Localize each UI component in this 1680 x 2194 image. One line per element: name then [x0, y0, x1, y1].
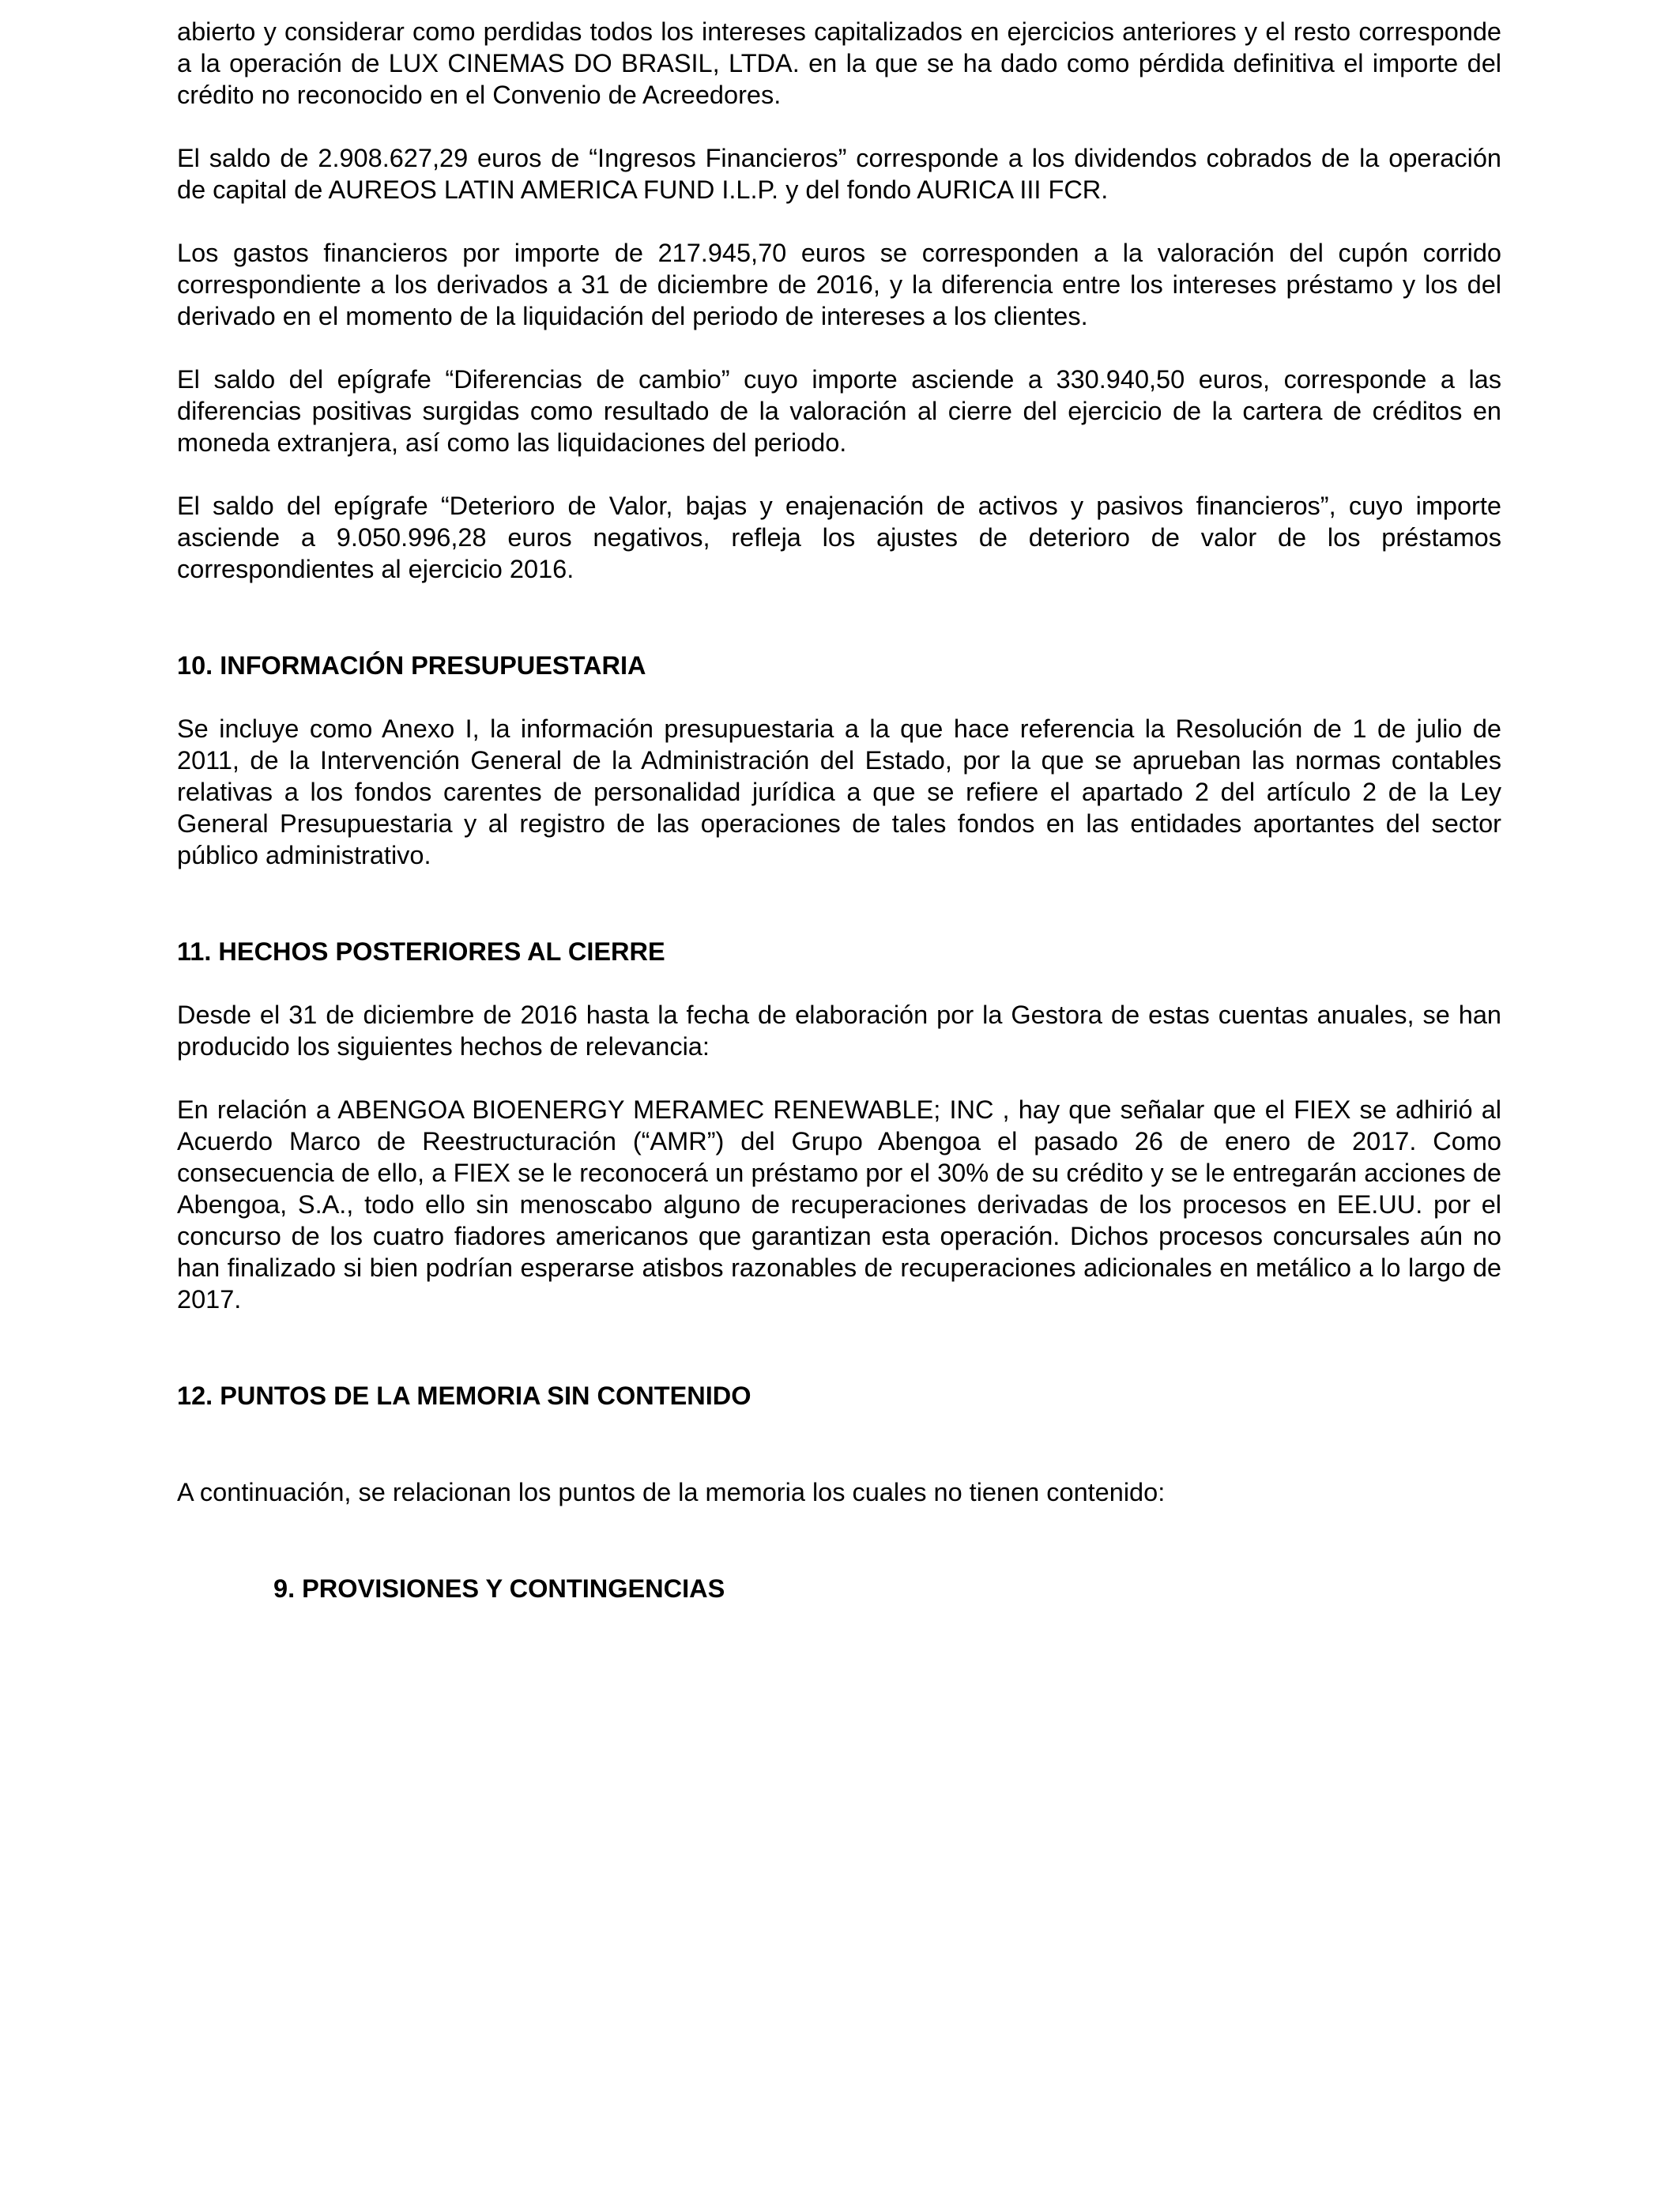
paragraph-ingresos-financieros: El saldo de 2.908.627,29 euros de “Ingresos Financieros” corresponde a los dividendos cobrados de la operación de capital de AUREOS LATIN AMERICA FUND I.L.P. y del fondo AURICA III FCR.	[177, 144, 1501, 204]
heading-section-10: 10. INFORMACIÓN PRESUPUESTARIA	[177, 651, 646, 680]
paragraph-informacion-presupuestaria: Se incluye como Anexo I, la información presupuestaria a la que hace referencia la Resolución de 1 de julio de 2011, de la Intervención General de la Administración del Estado, por la que se aprueban las normas contables relativas a los fondos carentes de personalidad jurídica a que se refiere el apartado 2 del artículo 2 de la Ley General Presupuestaria y al registro de las operaciones de tales fondos en las entidades aportantes del sector público administrativo.	[177, 714, 1501, 869]
paragraph-deterioro-valor: El saldo del epígrafe “Deterioro de Valor, bajas y enajenación de activos y pasivos financieros”, cuyo importe asciende a 9.050.996,28 euros negativos, refleja los ajustes de deterioro de valor de los préstamos correspondientes al ejercicio 2016.	[177, 492, 1501, 583]
paragraph-lux-cinemas: abierto y considerar como perdidas todos los intereses capitalizados en ejercicios anteriores y el resto corresponde a la operación de LUX CINEMAS DO BRASIL, LTDA. en la que se ha dado como pérdida definitiva el importe del crédito no reconocido en el Convenio de Acreedores.	[177, 17, 1501, 109]
page-content	[177, 16, 1501, 1604]
heading-section-12: 12. PUNTOS DE LA MEMORIA SIN CONTENIDO	[177, 1382, 751, 1410]
paragraph-diferencias-cambio: El saldo del epígrafe “Diferencias de cambio” cuyo importe asciende a 330.940,50 euros, corresponde a las diferencias positivas surgidas como resultado de la valoración al cierre del ejercicio de la cartera de créditos en moneda extranjera, así como las liquidaciones del periodo.	[177, 365, 1501, 457]
heading-provisiones-contingencias: 9. PROVISIONES Y CONTINGENCIAS	[273, 1574, 725, 1603]
heading-section-11: 11. HECHOS POSTERIORES AL CIERRE	[177, 937, 665, 966]
paragraph-abengoa: En relación a ABENGOA BIOENERGY MERAMEC RENEWABLE; INC , hay que señalar que el FIEX se adhirió al Acuerdo Marco de Reestructuración (“AMR”) del Grupo Abengoa el pasado 26 de enero de 2017. Como consecuencia de ello, a FIEX se le reconocerá un préstamo por el 30% de su crédito y se le entregarán acciones de Abengoa, S.A., todo ello sin menoscabo alguno de recuperaciones derivadas de los procesos en EE.UU. por el concurso de los cuatro fiadores americanos que garantizan esta operación. Dichos procesos concursales aún no han finalizado si bien podrían esperarse atisbos razonables de recuperaciones adicionales en metálico a lo largo de 2017.	[177, 1095, 1501, 1314]
paragraph-hechos-relevancia: Desde el 31 de diciembre de 2016 hasta la fecha de elaboración por la Gestora de estas cuentas anuales, se han producido los siguientes hechos de relevancia:	[177, 1001, 1501, 1061]
paragraph-puntos-sin-contenido: A continuación, se relacionan los puntos de la memoria los cuales no tienen contenido:	[177, 1478, 1166, 1506]
paragraph-gastos-financieros: Los gastos financieros por importe de 217.945,70 euros se corresponden a la valoración del cupón corrido correspondiente a los derivados a 31 de diciembre de 2016, y la diferencia entre los intereses préstamo y los del derivado en el momento de la liquidación del periodo de intereses a los clientes.	[177, 239, 1501, 330]
